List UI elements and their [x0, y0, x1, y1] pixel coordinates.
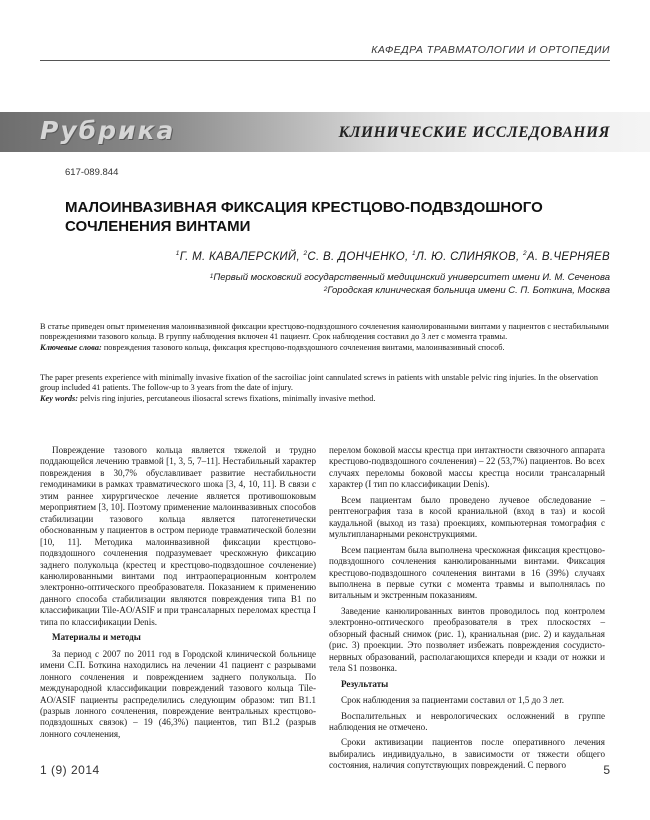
author-name: Г. М. КАВАЛЕРСКИЙ,	[179, 251, 304, 263]
author-name: Л. Ю. СЛИНЯКОВ,	[415, 251, 523, 263]
results-heading: Результаты	[341, 678, 389, 689]
journal-header: КАФЕДРА ТРАВМАТОЛОГИИ И ОРТОПЕДИИ	[371, 44, 610, 56]
keywords-en-label: Key words:	[40, 393, 79, 403]
udk-code: 617-089.844	[65, 167, 119, 178]
keywords-ru	[40, 343, 612, 353]
body-paragraph: Всем пациентам была выполнена чрескожная фиксация крестцово-подвздошного сочленения канюлированными винтами. Фиксация крестцово-подвздошного сочленения винтами в 16 (39%) случаях выполнена в первые сутки с момента травмы и выполнялась по витальным и экстренным показаниям.	[329, 544, 605, 601]
results-paragraph: Срок наблюдения за пациентами составил от 1,5 до 3 лет.	[341, 695, 564, 706]
author-name: С. В. ДОНЧЕНКО,	[307, 251, 412, 263]
author-affil-mark: 2	[303, 250, 308, 257]
abstract-ru-text: В статье приведен опыт применения малоинвазивной фиксации крестцово-подвздошного сочленения канюлированными винтами у пациентов с нестабильными повреждениями тазового кольца. В группу наблюдения включен 41 пациент. Срок наблюдения составил до 3 лет с момента травмы.	[40, 322, 609, 342]
abstract-en	[40, 373, 612, 404]
methods-paragraph: За период с 2007 по 2011 год в Городской клинической больнице имени С.П. Боткина находились на лечении 41 пациент с разрывами лонного сочленения и повреждением заднего полукольца. По международной классификации повреждений тазового кольца Tile-AO/ASIF пациенты распределились следующим образом: тип B1.1 (разрыв лонного сочленения, повреждение вентральных крестцово-подвздошных связок) – 19 (46,3%) пациентов, тип B1.2 (разрыв лонного сочленения,	[40, 648, 316, 739]
author-affil-mark: 1	[175, 250, 180, 257]
affil-text: Городская клиническая больница имени С. П. Боткина, Москва	[327, 285, 610, 296]
right-column	[329, 445, 605, 776]
affiliation-2	[65, 284, 610, 297]
affiliations	[65, 271, 610, 297]
affil-mark: 2	[323, 286, 328, 293]
author-affil-mark: 1	[411, 250, 416, 257]
author-affil-mark: 2	[522, 250, 527, 257]
header-divider	[40, 60, 610, 61]
results-paragraph: Воспалительных и неврологических осложнений в группе наблюдения не отмечено.	[329, 710, 605, 732]
abstract-en-text: The paper presents experience with minimally invasive fixation of the sacroiliac joint cannulated screws in patients with unstable pelvic ring injuries. In the observation group included 41 patients. The follow-up to 3 years from the date of injury.	[40, 373, 599, 393]
article-title: МАЛОИНВАЗИВНАЯ ФИКСАЦИЯ КРЕСТЦОВО-ПОДВЗДОШНОГО СОЧЛЕНЕНИЯ ВИНТАМИ	[65, 199, 543, 235]
affiliation-1	[65, 271, 610, 284]
intro-paragraph: Повреждение тазового кольца является тяжелой и трудно поддающейся лечению травмой [1, 3, 5, 7–11]. Нестабильный характер повреждения в 30,7% обуславливает развитие нестабильности гемодинамики в рамках травматического шока [3, 4, 10, 11]. В связи с этим раннее хирургическое лечение является противошоковым мероприятием [3, 10]. Поэтому применение малоинвазивных способов стабилизации тазового кольца является патогенетически обоснованным у пациентов в остром периоде травматической болезни [10, 11]. Методика малоинвазивной фиксации крестцово-подвздошного сочленения подразумевает чрескожную фиксацию заднего полукольца (крестец и крестцово-подвздошное сочленение) канюлированными винтами под интраоперационным контролем электронно-оптического преобразователя. Показанием к применению данного способа стабилизации являются повреждения типа B1 по классификации Tile-AO/ASIF и при трансаларных переломах крестца I типа по классификации Denis.	[40, 445, 316, 627]
abstract-ru	[40, 322, 612, 353]
author-name: А. В.ЧЕРНЯЕВ	[526, 251, 610, 263]
page-number: 5	[603, 763, 610, 777]
authors-line	[65, 251, 610, 263]
keywords-en-text: pelvis ring injuries, percutaneous iliosacral screws fixations, minimally invasive method.	[78, 393, 376, 403]
body-paragraph: Заведение канюлированных винтов проводилось под контролем электронно-оптического преобразователя в трех плоскостях – обзорный фасный снимок (рис. 1), краниальная (рис. 2) и каудальная (рис. 3) проекции. Это позволяет избежать повреждения сосудисто-нервных образований, располагающихся кпереди и кзади от ножки и тела S1 позвонка.	[329, 605, 605, 674]
methods-heading: Материалы и методы	[52, 632, 141, 643]
results-paragraph: Сроки активизации пациентов после оперативного лечения выбирались индивидуально, в зависимости от тяжести общего состояния, наличия сопутствующих повреждений. С первого	[329, 737, 605, 771]
keywords-ru-label: Ключевые слова:	[40, 342, 102, 352]
keywords-en	[40, 394, 612, 404]
body-paragraph: перелом боковой массы крестца при интактности связочного аппарата крестцово-подвздошного сочленения) – 22 (53,7%) пациентов. Во всех случаях переломы боковой массы крестца носили трансаларный характер (I тип по классификации Denis).	[329, 445, 605, 490]
keywords-ru-text: повреждения тазового кольца, фиксация крестцово-подвздошного сочленения винтами, малоинвазивный способ.	[101, 342, 505, 352]
issue-number: 1 (9) 2014	[40, 763, 100, 777]
affil-mark: 1	[209, 273, 214, 280]
left-column	[40, 445, 316, 744]
body-paragraph: Всем пациентам было проведено лучевое обследование – рентгенография таза в косой краниальной (вход в таз) и косой каудальной (выход из таза) проекциях, компьютерная томография с мультипланарными реконструкциями.	[329, 494, 605, 540]
affil-text: Первый московский государственный медицинский университет имени И. М. Сеченова	[213, 272, 610, 283]
section-title: КЛИНИЧЕСКИЕ ИССЛЕДОВАНИЯ	[338, 124, 610, 141]
rubric-word: Рубрика	[40, 116, 176, 145]
